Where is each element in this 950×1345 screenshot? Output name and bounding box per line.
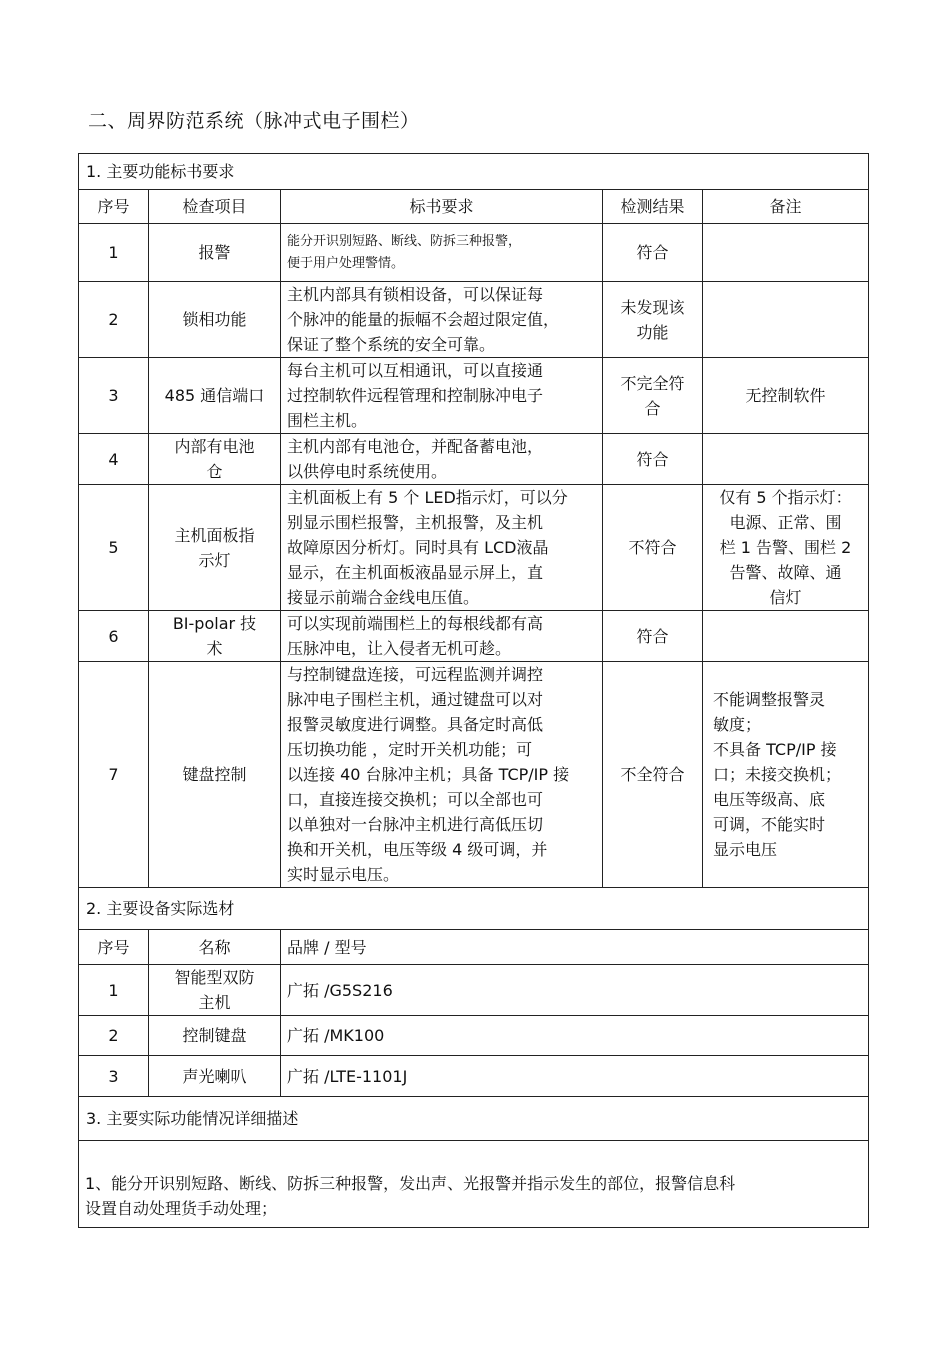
table-row [79, 965, 869, 1016]
row-item: 报警 [149, 224, 281, 282]
inspection-table [78, 153, 869, 1228]
table-row [79, 1016, 869, 1056]
row-result: 未发现该 功能 [603, 282, 703, 358]
row-result: 不全符合 [603, 662, 703, 888]
header-brand-model: 品牌 / 型号 [281, 930, 869, 965]
row-result: 符合 [603, 224, 703, 282]
row-note: 仅有 5 个指示灯： 电源、正常、围 栏 1 告警、围栏 2 告警、故障、通 信灯 [703, 485, 869, 611]
row-requirement: 主机内部具有锁相设备，可以保证每 个脉冲的能量的振幅不会超过限定值， 保证了整个系统的安全可靠。 [281, 282, 603, 358]
row-item: 锁相功能 [149, 282, 281, 358]
row-model: 广拓 /LTE-1101J [281, 1056, 869, 1097]
table-row [79, 224, 869, 282]
row-name: 声光喇叭 [149, 1056, 281, 1097]
row-no: 4 [79, 434, 149, 485]
row-no: 2 [79, 1016, 149, 1056]
row-note [703, 434, 869, 485]
table-row [79, 662, 869, 888]
section-2-title-row [79, 888, 869, 930]
row-no: 6 [79, 611, 149, 662]
header-name: 名称 [149, 930, 281, 965]
row-item: 键盘控制 [149, 662, 281, 888]
row-note: 不能调整报警灵 敏度； 不具备 TCP/IP 接 口；未接交换机； 电压等级高、底 可调，不能实时 显示电压 [703, 662, 869, 888]
row-result: 不完全符 合 [603, 358, 703, 434]
header-result: 检测结果 [603, 190, 703, 224]
header-no: 序号 [79, 190, 149, 224]
row-name: 控制键盘 [149, 1016, 281, 1056]
row-result: 符合 [603, 611, 703, 662]
table-row [79, 282, 869, 358]
row-item: 内部有电池 仓 [149, 434, 281, 485]
section-2-title: 2. 主要设备实际选材 [79, 888, 869, 930]
row-no: 3 [79, 1056, 149, 1097]
description-text: 1、能分开识别短路、断线、防拆三种报警，发出声、光报警并指示发生的部位，报警信息科 设置自动处理货手动处理； [79, 1141, 869, 1228]
header-requirement: 标书要求 [281, 190, 603, 224]
table-row [79, 358, 869, 434]
section-1-title: 1. 主要功能标书要求 [79, 154, 869, 190]
row-no: 2 [79, 282, 149, 358]
section-1-title-row [79, 154, 869, 190]
row-requirement: 每台主机可以互相通讯，可以直接通 过控制软件远程管理和控制脉冲电子 围栏主机。 [281, 358, 603, 434]
row-item: BI-polar 技 术 [149, 611, 281, 662]
section-1-header-row [79, 190, 869, 224]
row-item: 主机面板指 示灯 [149, 485, 281, 611]
header-item: 检查项目 [149, 190, 281, 224]
row-model: 广拓 /G5S216 [281, 965, 869, 1016]
row-requirement: 能分开识别短路、断线、防拆三种报警， 便于用户处理警情。 [281, 224, 603, 282]
row-note: 无控制软件 [703, 358, 869, 434]
row-no: 7 [79, 662, 149, 888]
section-3-title: 3. 主要实际功能情况详细描述 [79, 1097, 869, 1141]
table-row [79, 485, 869, 611]
row-item: 485 通信端口 [149, 358, 281, 434]
row-no: 1 [79, 224, 149, 282]
section-2-header-row [79, 930, 869, 965]
row-requirement: 主机面板上有 5 个 LED指示灯，可以分 别显示围栏报警，主机报警，及主机 故障原因分析灯。同时具有 LCD液晶 显示，在主机面板液晶显示屏上，直 接显示前端合金线电压值。 [281, 485, 603, 611]
table-row [79, 1056, 869, 1097]
row-no: 1 [79, 965, 149, 1016]
row-note [703, 282, 869, 358]
row-requirement: 与控制键盘连接，可远程监测并调控 脉冲电子围栏主机，通过键盘可以对 报警灵敏度进行调整。具备定时高低 压切换功能 ，定时开关机功能；可 以连接 40 台脉冲主机；具备 TCP/IP 接 口，直接连接交换机；可以全部也可 以单独对一台脉冲主机进行高低压切 换和开关机，电压等级 4 级可调，并 实时显示电压。 [281, 662, 603, 888]
row-model: 广拓 /MK100 [281, 1016, 869, 1056]
row-note [703, 611, 869, 662]
row-result: 符合 [603, 434, 703, 485]
row-result: 不符合 [603, 485, 703, 611]
row-requirement: 主机内部有电池仓，并配备蓄电池， 以供停电时系统使用。 [281, 434, 603, 485]
description-row [79, 1141, 869, 1228]
row-no: 5 [79, 485, 149, 611]
row-name: 智能型双防 主机 [149, 965, 281, 1016]
row-no: 3 [79, 358, 149, 434]
table-row [79, 434, 869, 485]
header-note: 备注 [703, 190, 869, 224]
row-requirement: 可以实现前端围栏上的每根线都有高 压脉冲电，让入侵者无机可趁。 [281, 611, 603, 662]
page-heading: 二、周界防范系统（脉冲式电子围栏） [88, 110, 420, 132]
section-3-title-row [79, 1097, 869, 1141]
header-no: 序号 [79, 930, 149, 965]
row-note [703, 224, 869, 282]
table-row [79, 611, 869, 662]
